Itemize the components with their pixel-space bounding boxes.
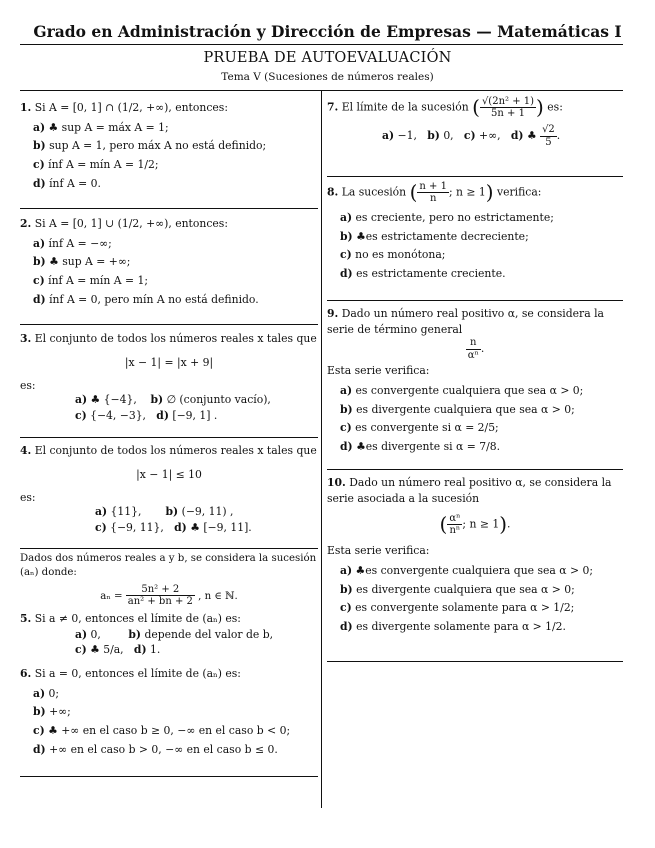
question-10: 10. Dado un número real positivo α, se considera la serie asociada a la sucesión ( $\frac{\text{αⁿ}}{\text{nⁿ}}$ ; n ≥ 1). Esta serie verifica: a) ♣es convergente cualquiera que sea α > 0; b) es divergente cualquiera que sea α > 0; c) es convergente solamente para α > 1/2; d) es divergente solamente para α > 1/2. [327,475,623,637]
option-d: d) ♣es divergente si α = 7/8. [340,439,501,453]
options-row-2: c) ♣ 5/a, d) 1. [75,643,161,657]
separator [327,661,623,662]
option-a: a) es convergente cualquiera que sea α > 0; [340,383,584,397]
question-9: 9. Dado un número real positivo α, se considera la serie de término general $\frac{n}{\text{αⁿ}}$ . Esta serie verifica: a) es convergente cualquiera que sea α > 0; b) es divergente cualquiera que sea α > 0; c) es convergente si α = 2/5; d) ♣es divergente si α = 7/8. [327,306,623,457]
separator [327,176,623,177]
options-row-2: c) {−9, 11}, d) ♣ [−9, 11]. [95,520,252,534]
question-1: 1. Si A = [0, 1] ∩ (1/2, +∞), entonces: a) ♣ sup A = máx A = 1; b) sup A = 1, pero máx A no está definido; c) ínf A = mín A = 1/2; d) ínf A = 0. [20,100,318,194]
question-stem: Dado un número real positivo α, se considera la serie asociada a la sucesión [327,476,612,505]
question-8: 8. La sucesión ( $\frac{n + 1}{n}$ ; n ≥ 1) verifica: a) es creciente, pero no estrictamente; b) ♣es estrictamente decreciente; c) no es monótona; d) es estrictamente creciente. [327,178,623,285]
equation: |x − 1| = |x + 9| [124,355,214,369]
separator [20,437,318,438]
separator [20,324,318,325]
option-b: b) sup A = 1, pero máx A no está definido; [33,139,267,153]
sequence-expression: ( $\frac{\text{αⁿ}}{\text{nⁿ}}$ ; n ≥ 1). [439,512,511,537]
option-c: c) es convergente solamente para α > 1/2; [340,601,575,615]
question-7: 7. El límite de la sucesión ( $\frac{\text{√(2n² + 1)}}{5n + 1}$ ) es: a) −1, b) 0, c) +∞, d) ♣ $\frac{√2}{5}$ . [327,93,623,148]
option-c: c) ♣ +∞ en el caso b ≥ 0, −∞ en el caso b < 0; [33,723,291,737]
question-stem: Si A = [0, 1] ∩ (1/2, +∞), entonces: [34,101,228,114]
question-stem: Dado un número real positivo α, se considera la serie de término general [327,307,604,336]
option-a: a) ♣es convergente cualquiera que sea α > 0; [340,563,593,577]
header-rule [20,44,623,45]
option-c: c) no es monótona; [340,248,446,262]
separator [20,208,318,209]
question-6: 6. Si a = 0, entonces el límite de (aₙ) es: a) 0; b) +∞; c) ♣ +∞ en el caso b ≥ 0, −∞ en el caso b < 0; d) +∞ en el caso b > 0, −∞ en el caso b ≤ 0. [20,666,318,760]
separator [327,300,623,301]
question-stem: El conjunto de todos los números reales x tales que [34,332,317,345]
option-a: a) es creciente, pero no estrictamente; [340,211,554,224]
separator [20,776,318,777]
option-d: d) ínf A = 0, pero mín A no está definido. [33,292,259,306]
option-b: b) es divergente cualquiera que sea α > 0; [340,582,575,596]
question-stem: Si a ≠ 0, entonces el límite de (aₙ) es: [34,612,241,625]
test-subtitle: PRUEBA DE AUTOEVALUACIÓN [203,50,452,66]
options-row-1: a) {11}, b) (−9, 11) , [95,504,234,518]
separator [327,469,623,470]
option-d: d) ínf A = 0. [33,176,101,190]
option-d: d) es estrictamente creciente. [340,266,506,280]
question-4: 4. El conjunto de todos los números reales x tales que |x − 1| ≤ 10 es: a) {11}, b) (−9, 11) , c) {−9, 11}, d) ♣ [−9, 11]. [20,444,317,534]
option-c: c) ínf A = mín A = 1/2; [33,157,159,171]
question-number: 1 [20,101,28,114]
options-row: a) −1, b) 0, c) +∞, d) ♣ $\frac{√2}{5}$ . [382,124,561,148]
intro-questions-5-6 [20,552,318,608]
es-label: es: [20,379,36,393]
question-5: 5. Si a ≠ 0, entonces el límite de (aₙ) es: a) 0, b) depende del valor de b, c) ♣ 5/a, d) 1. [20,611,318,658]
options-row-1: a) 0, b) depende del valor de b, [75,627,274,641]
options-row-2: c) {−4, −3}, d) [−9, 1] . [75,408,218,422]
option-c: c) es convergente si α = 2/5; [340,421,499,435]
intro-text: Dados dos números reales a y b, se considera la sucesión (aₙ) donde: [20,553,317,578]
separator [20,548,318,549]
option-d: d) +∞ en el caso b > 0, −∞ en el caso b ≤ 0. [33,742,278,756]
option-c: c) ínf A = mín A = 1; [33,273,148,287]
question-stem: Si a = 0, entonces el límite de (aₙ) es: [34,667,241,680]
question-3: 3. El conjunto de todos los números reales x tales que |x − 1| = |x + 9| es: a) ♣ {−4}, b) ∅ (conjunto vacío), c) {−4, −3}, d) [−9, 1] . [20,332,317,422]
options-row-1: a) ♣ {−4}, b) ∅ (conjunto vacío), [75,392,271,406]
option-b: b) ♣es estrictamente decreciente; [340,229,529,243]
option-b: b) +∞; [33,705,71,719]
general-term: $\frac{n}{\text{αⁿ}}$ . [467,337,485,361]
question-stem: El conjunto de todos los números reales x tales que [34,444,317,457]
option-a: a) 0; [33,686,60,700]
option-b: b) es divergente cualquiera que sea α > 0; [340,402,575,416]
topic-label: Tema V (Sucesiones de números reales) [221,71,434,83]
column-divider [321,90,322,808]
question-2: 2. Si A = [0, 1] ∪ (1/2, +∞), entonces: a) ínf A = −∞; b) ♣ sup A = +∞; c) ínf A = mín A = 1; d) ínf A = 0, pero mín A no está definido. [20,216,318,310]
page-title: Grado en Administración y Dirección de Empresas — Matemáticas I [33,22,622,41]
option-d: d) es divergente solamente para α > 1/2. [340,619,566,633]
option-a: a) ínf A = −∞; [33,236,112,250]
sequence-definition: aₙ = $\frac{\text{5n² + 2}}{\text{an² + bn + 2}}$ , n ∈ ℕ. [100,583,238,608]
option-a: a) ♣ sup A = máx A = 1; [33,120,169,134]
es-label: es: [20,491,36,505]
question-stem: Si A = [0, 1] ∪ (1/2, +∞), entonces: [34,217,228,230]
option-b: b) ♣ sup A = +∞; [33,255,131,269]
equation: |x − 1| ≤ 10 [136,467,202,481]
